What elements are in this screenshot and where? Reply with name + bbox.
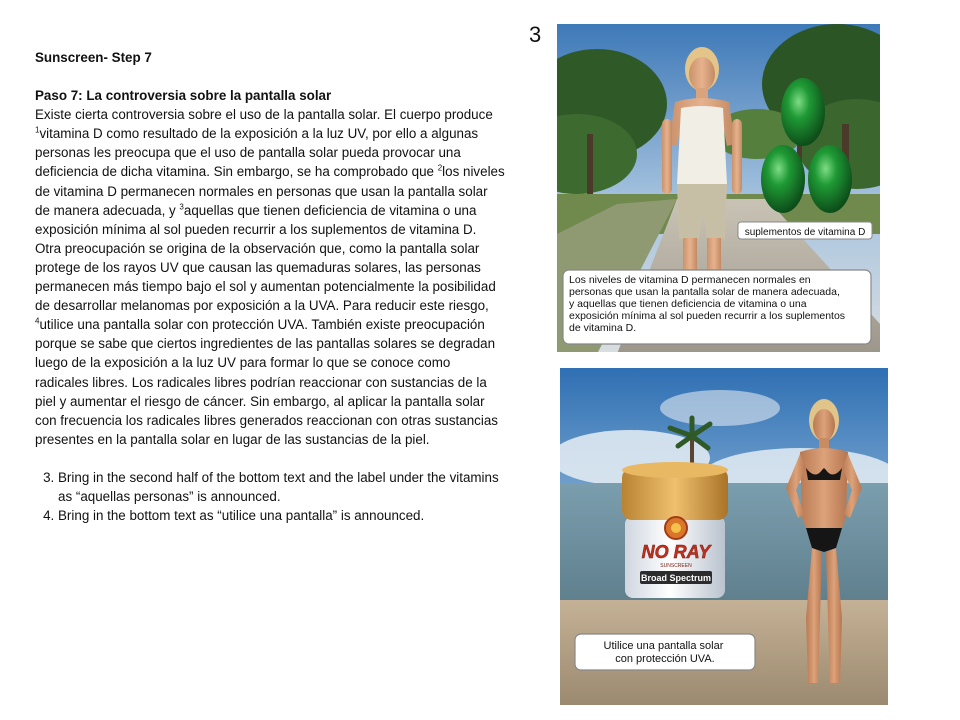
- caption-line: y aquellas que tienen deficiencia de vitamina o una: [569, 298, 807, 310]
- footnote-marker: 4: [35, 316, 40, 326]
- slide-3-image: [557, 24, 880, 352]
- caption-line: exposición mínima al sol pueden recurrir a los suplementos: [569, 310, 846, 322]
- caption-line: personas que usan la pantalla solar de manera adecuada,: [569, 286, 840, 298]
- list-item: 3. Bring in the second half of the bottom text and the label under the vitamins as “aquellas personas” is announced.: [58, 468, 505, 506]
- footnote-marker: 1: [35, 125, 40, 135]
- slide-3-illustration: [557, 24, 880, 352]
- notes-text-column: [35, 48, 505, 525]
- list-item: 4. Bring in the bottom text as “utilice una pantalla” is announced.: [58, 506, 505, 525]
- slide-4-image: [560, 368, 888, 705]
- body-text: los niveles de vitamina D permanecen normales en personas que usan la pantalla solar de manera adecuada, y: [35, 164, 505, 218]
- footnote-marker: 2: [437, 164, 443, 173]
- slide-4-illustration: [560, 368, 888, 705]
- caption-line: Los niveles de vitamina D permanecen normales en: [569, 274, 811, 286]
- body-text: Existe cierta controversia sobre el uso de la pantalla solar. El cuerpo produce: [35, 107, 493, 123]
- slide-4-caption-box: [575, 634, 755, 670]
- footnote-marker: 3: [179, 202, 184, 212]
- jar-product-label: Broad Spectrum: [640, 573, 712, 583]
- caption-line: con protección UVA.: [615, 653, 715, 665]
- vitamin-label: suplementos de vitamina D: [744, 227, 866, 238]
- caption-line: de vitamina D.: [569, 322, 637, 334]
- jar-brand-name: NO RAY: [641, 542, 711, 562]
- body-text: vitamina D como resultado de la exposición a la luz UV, por ello a algunas personas les preocupa que el uso de pantalla solar pueda provocar una deficiencia de dicha vitamina. Sin embargo, se ha comprobado que: [35, 126, 479, 180]
- body-text: aquellas que tienen deficiencia de vitamina o una exposición mínima al sol pueden recurrir a los suplementos de vitamina D. Otra preocupación se origina de la observación que, como la pantalla solar protege de los rayos UV que causan las quemaduras solares, las personas permanecen más tiempo bajo el sol y aumentan potencialmente la posibilidad de desarrollar melanomas por exposición a la UVA. Para reducir este riesgo,: [35, 202, 496, 314]
- step-heading: Paso 7: La controversia sobre la pantalla solar: [35, 88, 332, 104]
- body-paragraph: [35, 105, 505, 449]
- slide-number-3: 3: [529, 22, 542, 47]
- spacer: [35, 67, 505, 86]
- vitamin-label-box: [738, 222, 872, 239]
- slide-3-caption-box: [563, 270, 871, 344]
- sunscreen-jar: [622, 462, 728, 598]
- jar-brand-sub: SUNSCREEN: [660, 563, 692, 569]
- document-title: Sunscreen- Step 7: [35, 50, 152, 65]
- caption-text: [604, 640, 727, 665]
- body-text: utilice una pantalla solar con protección UVA. También existe preocupación porque se sabe que ciertos ingredientes de las pantallas solares se degradan luego de la exposición a la luz UV para formar lo que se conoce como radicales libres. Los radicales libres podrían reaccionar con sustancias de la piel y aumentar el riesgo de cáncer. Sin embargo, al aplicar la pantalla solar con frecuencia los radicales libres generados reaccionan con otras sustancias presentes en la pantalla solar en lugar de las sustancias de la piel.: [35, 317, 498, 447]
- animation-notes-list: [35, 468, 505, 525]
- caption-line: Utilice una pantalla solar: [603, 640, 724, 652]
